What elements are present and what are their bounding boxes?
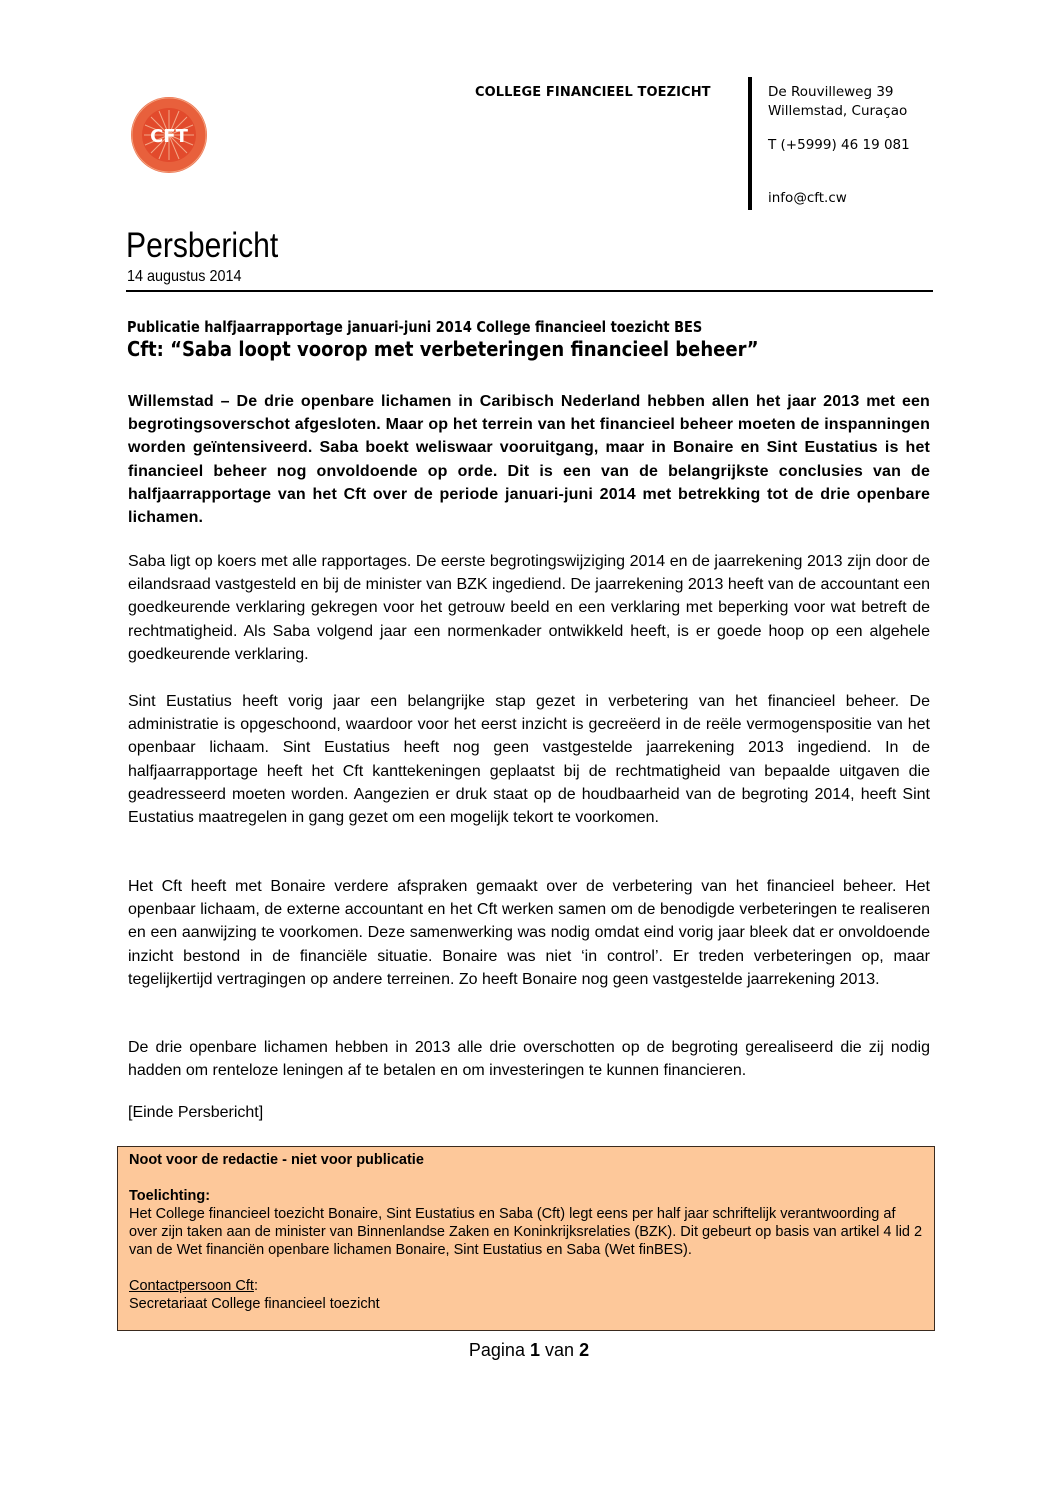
contact-value: Secretariaat College financieel toezicht	[129, 1296, 380, 1312]
cft-logo-icon	[129, 95, 209, 175]
contact-line	[129, 1277, 926, 1295]
organization-name: COLLEGE FINANCIEEL TOEZICHT	[475, 85, 711, 100]
subheading: Publicatie halfjaarrapportage januari-juni 2014 College financieel toezicht BES	[127, 318, 703, 336]
page-title: Persbericht	[126, 226, 279, 265]
page-prefix: Pagina	[468, 1340, 525, 1360]
page-separator: van	[545, 1340, 575, 1360]
explanation-label: Toelichting:	[129, 1188, 211, 1204]
body-paragraph-bonaire: Het Cft heeft met Bonaire verdere afspraken gemaakt over de verbetering van het financieel beheer. Het openbaar lichaam, de externe accountant en het Cft werken samen om de benodigde verbeteringen te realiseren en een aanwijzing te voorkomen. Deze samenwerking was nodig omdat eind vorig jaar bleek dat er onvoldoende inzicht bestond in de financiële situatie. Bonaire was niet ‘in control’. Er treden verbeteringen op, maar tegelijkertijd vertragingen op andere terreinen. Zo heeft Bonaire nog geen vastgestelde jaarrekening 2013.	[128, 878, 930, 988]
explanation-text: Het College financieel toezicht Bonaire, Sint Eustatius en Saba (Cft) legt eens per half jaar schriftelijk verantwoording af over zijn taken aan de minister van Binnenlandse Zaken en Koninkrijksrelaties (BZK). Dit gebeurt op basis van artikel 4 lid 2 van de Wet financiën openbare lichamen Bonaire, Sint Eustatius en Saba (Wet finBES).	[129, 1206, 923, 1258]
lead-paragraph: Willemstad – De drie openbare lichamen in Caribisch Nederland hebben allen het jaar 2013 met een begrotingsoverschot afgesloten. Maar op het terrein van het financieel beheer moeten de inspanningen worden geïntensiveerd. Saba boekt weliswaar vooruitgang, maar in Bonaire en Sint Eustatius is het financieel beheer nog onvoldoende op orde. Dit is een van de belangrijkste conclusies van de halfjaarrapportage van het Cft over de periode januari-juni 2014 met betrekking tot de drie openbare lichamen.	[128, 393, 930, 527]
address-street: De Rouvilleweg 39	[768, 84, 894, 100]
address-city: Willemstad, Curaçao	[768, 103, 908, 119]
phone-number: T (+5999) 46 19 081	[768, 137, 910, 153]
end-marker: [Einde Persbericht]	[128, 1104, 264, 1121]
total-pages: 2	[579, 1340, 590, 1360]
contact-label: Contactpersoon Cft	[129, 1278, 254, 1294]
cft-logo	[129, 95, 209, 175]
current-page: 1	[529, 1340, 540, 1360]
body-paragraph-summary: De drie openbare lichamen hebben in 2013 alle drie overschotten op de begroting gerealiseerd die zij nodig hadden om renteloze leningen af te betalen en om investeringen te kunnen financieren.	[128, 1039, 930, 1080]
header-divider	[748, 77, 752, 210]
contact-colon: :	[253, 1278, 258, 1294]
title-divider	[126, 290, 933, 292]
body-paragraph-saba: Saba ligt op koers met alle rapportages. De eerste begrotingswijziging 2014 en de jaarrekening 2013 zijn door de eilandsraad vastgesteld en bij de minister van BZK ingediend. De jaarrekening 2013 heeft van de accountant een goedkeurende verklaring gekregen voor het getrouw beeld en een verklaring met beperking voor wat betreft de rechtmatigheid. Als Saba volgend jaar een normenkader ontwikkeld heeft, is er goede hoop op een algehele goedkeurende verklaring.	[128, 553, 930, 663]
address-block	[768, 83, 907, 121]
editor-note-box	[117, 1146, 935, 1331]
note-heading: Noot voor de redactie - niet voor publicatie	[129, 1152, 424, 1168]
logo-text: CFT	[150, 126, 188, 147]
document-date: 14 augustus 2014	[127, 268, 242, 285]
headline: Cft: “Saba loopt voorop met verbeteringen financieel beheer”	[127, 337, 759, 361]
email-link[interactable]: info@cft.cw	[768, 190, 847, 206]
body-paragraph-sint-eustatius: Sint Eustatius heeft vorig jaar een belangrijke stap gezet in verbetering van het financieel beheer. De administratie is opgeschoond, waardoor voor het eerst inzicht is gecreëerd in de reële vermogenspositie van het openbaar lichaam. Sint Eustatius heeft nog geen vastgestelde jaarrekening 2013 ingediend. In de halfjaarrapportage heeft het Cft kanttekeningen geplaatst bij de rechtmatigheid van bepaalde uitgaven die geadresseerd moeten worden. Aangezien er druk staat op de houdbaarheid van de begroting 2014, heeft Sint Eustatius maatregelen in gang gezet om een mogelijk tekort te voorkomen.	[128, 693, 930, 827]
page-number	[0, 1340, 1058, 1361]
